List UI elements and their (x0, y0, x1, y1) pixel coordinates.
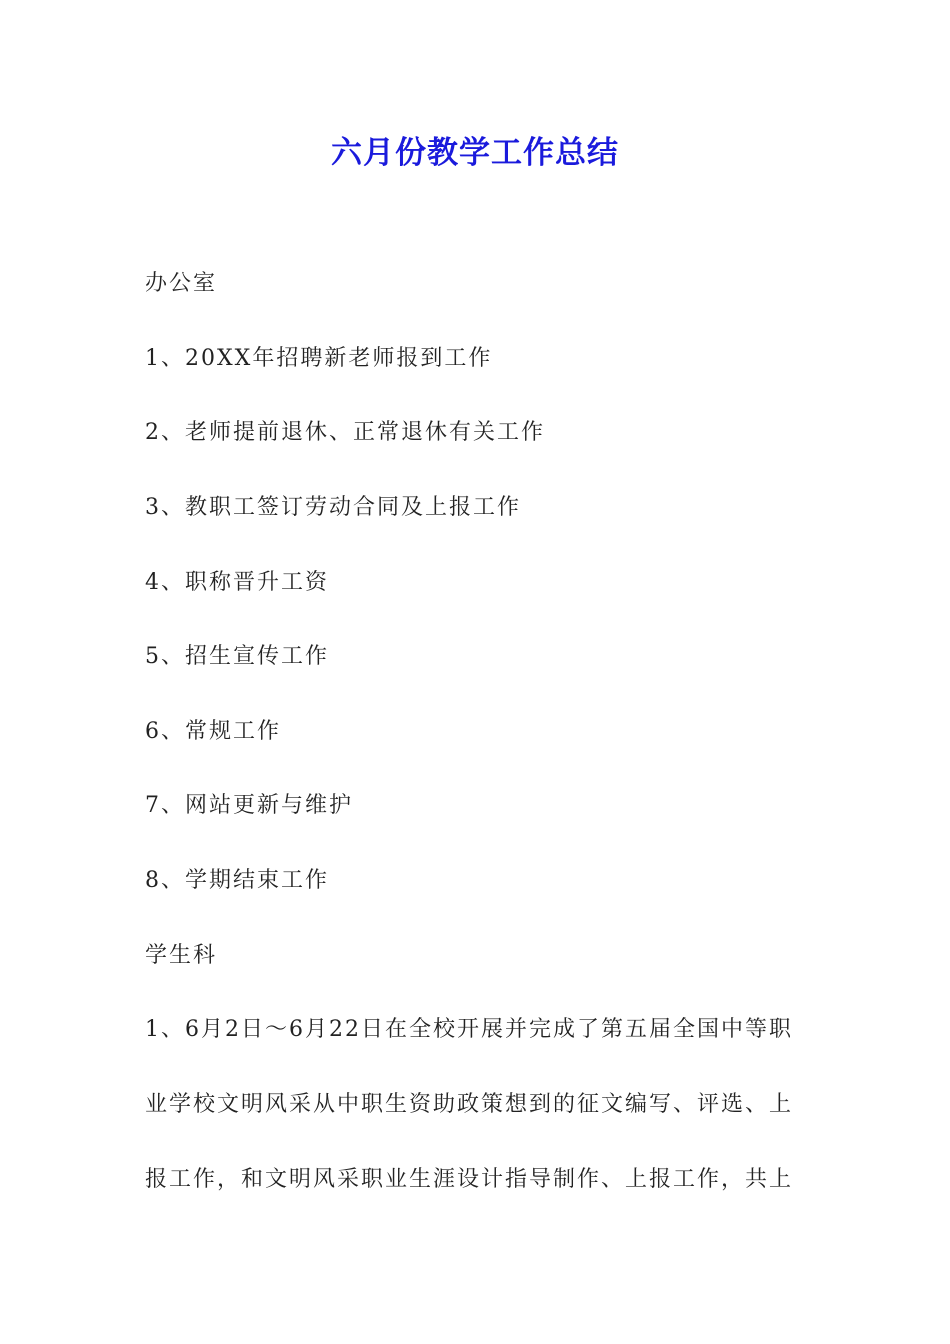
list-item: 4、职称晋升工资 (145, 570, 329, 595)
document-title: 六月份教学工作总结 (331, 135, 619, 171)
list-item: 1、20XX年招聘新老师报到工作 (145, 346, 493, 371)
list-item: 8、学期结束工作 (145, 868, 329, 893)
section-heading-student-affairs: 学生科 (145, 943, 218, 968)
list-item: 5、招生宣传工作 (145, 644, 329, 669)
paragraph-line: 1、6月2日～6月22日在全校开展并完成了第五届全国中等职 (145, 1017, 793, 1042)
section-heading-office: 办公室 (145, 271, 218, 296)
list-item: 6、常规工作 (145, 719, 281, 744)
list-item: 7、网站更新与维护 (145, 793, 353, 818)
paragraph-line: 报工作，和文明风采职业生涯设计指导制作、上报工作，共上 (145, 1167, 794, 1192)
list-item: 3、教职工签订劳动合同及上报工作 (145, 495, 521, 520)
paragraph-line: 业学校文明风采从中职生资助政策想到的征文编写、评选、上 (145, 1092, 794, 1117)
list-item: 2、老师提前退休、正常退休有关工作 (145, 420, 545, 445)
